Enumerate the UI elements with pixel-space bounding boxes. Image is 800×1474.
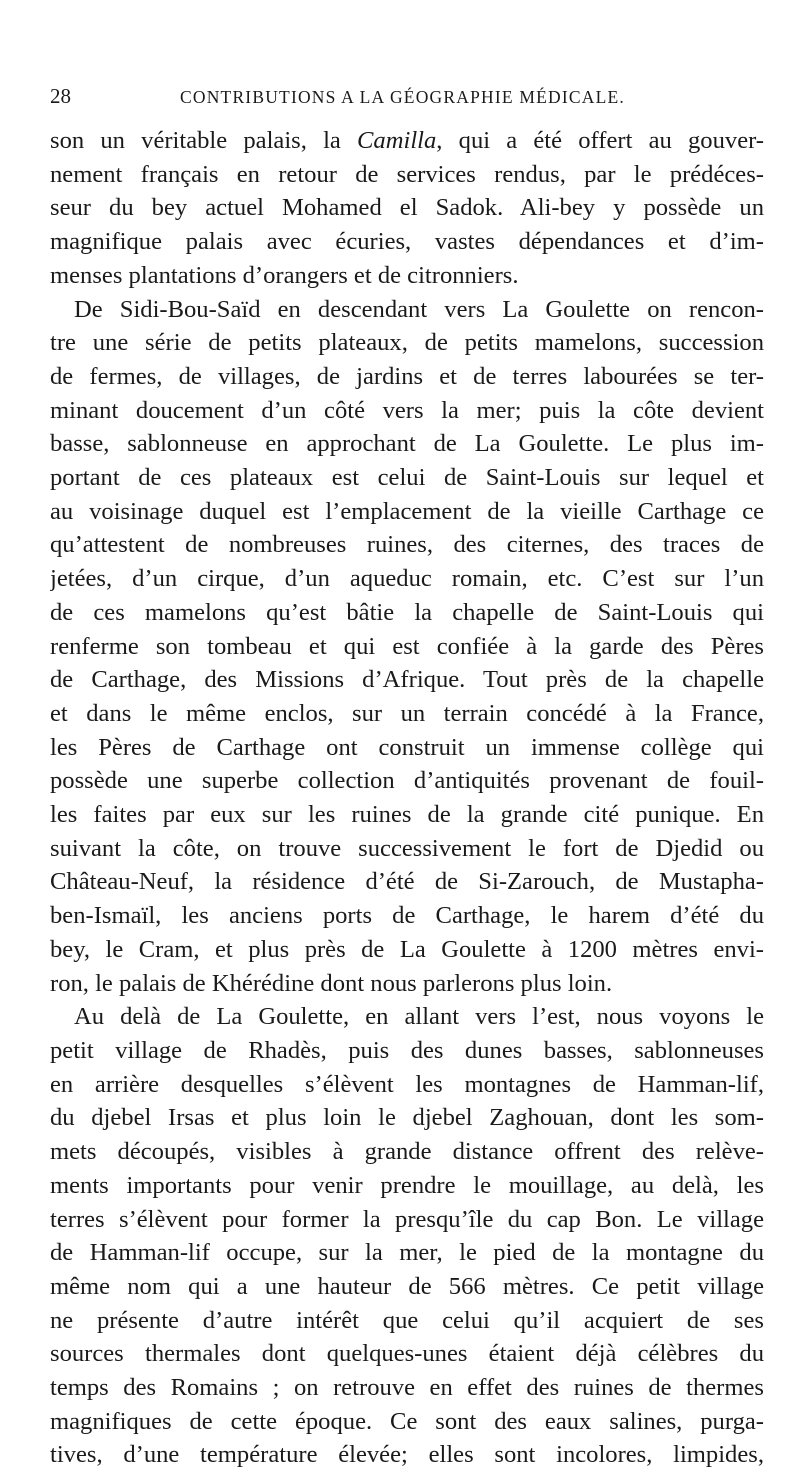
text-line [50,158,764,192]
text-segment: les faites par eux sur les ruines de la grande cité punique. En [50,801,764,829]
text-segment: de fermes, de villages, de jardins et de terres labourées se ter- [50,362,764,390]
text-line [50,1203,764,1237]
text-line [50,1337,764,1371]
text-segment: son un véritable palais, la [50,127,358,154]
text-segment: sources thermales dont quelques-unes étaient déjà célèbres du [50,1340,764,1368]
text-line [50,1236,764,1270]
text-line [50,1270,764,1304]
text-line [50,731,764,765]
text-line [50,630,764,664]
text-line [50,832,764,866]
text-segment: magnifiques de cette époque. Ce sont des eaux salines, purga- [50,1407,764,1435]
text-line [50,191,764,225]
text-line [50,293,764,327]
text-segment: portant de ces plateaux est celui de Saint-Louis sur lequel et [50,464,764,492]
text-segment: , qui a été offert au gouver- [436,127,764,154]
text-segment: au voisinage duquel est l’emplacement de la vieille Carthage ce [50,497,764,525]
text-line [50,225,764,259]
text-line [50,1068,764,1102]
text-segment: magnifique palais avec écuries, vastes dépendances et d’im- [50,228,764,256]
text-line [50,663,764,697]
text-line [50,764,764,798]
text-line [50,697,764,731]
text-line [50,1034,764,1068]
text-segment: De Sidi-Bou-Saïd en descendant vers La Goulette on rencon- [74,295,764,323]
text-line [50,528,764,562]
text-line [50,596,764,630]
text-segment: qu’attestent de nombreuses ruines, des citernes, des traces de [50,531,764,559]
text-segment: jetées, d’un cirque, d’un aqueduc romain, etc. C’est sur l’un [50,565,764,593]
text-line [50,1101,764,1135]
text-segment: Au delà de La Goulette, en allant vers l’est, nous voyons le [74,1003,764,1031]
text-segment: basse, sablonneuse en approchant de La Goulette. Le plus im- [50,430,764,458]
text-segment: possède une superbe collection d’antiquités provenant de fouil- [50,767,764,795]
text-segment: de ces mamelons qu’est bâtie la chapelle de Saint-Louis qui [50,598,764,626]
text-segment: Château-Neuf, la résidence d’été de Si-Zarouch, de Mustapha- [50,868,764,896]
text-line [50,326,764,360]
text-segment: menses plantations d’orangers et de citronniers. [50,261,519,289]
text-line [50,1304,764,1338]
text-segment: les Pères de Carthage ont construit un immense collège qui [50,733,764,761]
text-segment: suivant la côte, on trouve successivement le fort de Djedid ou [50,834,764,862]
running-head: CONTRIBUTIONS A LA GÉOGRAPHIE MÉDICALE. [180,87,625,107]
text-line [50,865,764,899]
text-line [50,967,764,1001]
text-line [50,1135,764,1169]
text-segment: ne présente d’autre intérêt que celui qu’il acquiert de ses [50,1306,764,1334]
text-segment: même nom qui a une hauteur de 566 mètres. Ce petit village [50,1272,764,1300]
text-segment: nement français en retour de services rendus, par le prédéces- [50,160,764,188]
text-segment: terres s’élèvent pour former la presqu’île du cap Bon. Le village [50,1205,764,1233]
text-line [50,562,764,596]
text-line [50,394,764,428]
text-segment: mets découpés, visibles à grande distance offrent des relève- [50,1138,764,1166]
text-line [50,259,764,293]
body-text [50,124,764,1472]
text-segment: renferme son tombeau et qui est confiée à la garde des Pères [50,632,764,660]
text-segment: ron, le palais de Khérédine dont nous parlerons plus loin. [50,969,613,997]
page-number: 28 [50,84,71,108]
text-segment: du djebel Irsas et plus loin le djebel Zaghouan, dont les som- [50,1104,764,1132]
text-line [50,1438,764,1472]
text-segment: de Hamman-lif occupe, sur la mer, le pied de la montagne du [50,1239,764,1267]
text-segment: temps des Romains ; on retrouve en effet des ruines de thermes [50,1374,764,1402]
text-line [50,1000,764,1034]
text-segment: tives, d’une température élevée; elles sont incolores, limpides, [50,1441,764,1469]
text-line [50,495,764,529]
text-line [50,1169,764,1203]
text-segment: en arrière desquelles s’élèvent les montagnes de Hamman-lif, [50,1070,764,1098]
text-segment: et dans le même enclos, sur un terrain concédé à la France, [50,699,764,727]
text-line [50,461,764,495]
text-segment: minant doucement d’un côté vers la mer; puis la côte devient [50,396,764,424]
page-header [50,84,764,124]
text-line [50,933,764,967]
text-line [50,427,764,461]
text-segment: tre une série de petits plateaux, de petits mamelons, succession [50,329,764,357]
text-line [50,124,764,158]
text-segment: de Carthage, des Missions d’Afrique. Tout près de la chapelle [50,666,764,694]
text-segment: seur du bey actuel Mohamed el Sadok. Ali-bey y possède un [50,194,764,222]
text-line [50,899,764,933]
text-segment: ben-Ismaïl, les anciens ports de Carthage, le harem d’été du [50,902,764,930]
text-segment: petit village de Rhadès, puis des dunes basses, sablonneuses [50,1036,764,1064]
text-line [50,1371,764,1405]
text-segment: ments importants pour venir prendre le mouillage, au delà, les [50,1171,764,1199]
text-line [50,1405,764,1439]
text-line [50,798,764,832]
text-segment: bey, le Cram, et plus près de La Goulette à 1200 mètres envi- [50,935,764,963]
text-line [50,360,764,394]
italic-text: Camilla [357,127,437,154]
